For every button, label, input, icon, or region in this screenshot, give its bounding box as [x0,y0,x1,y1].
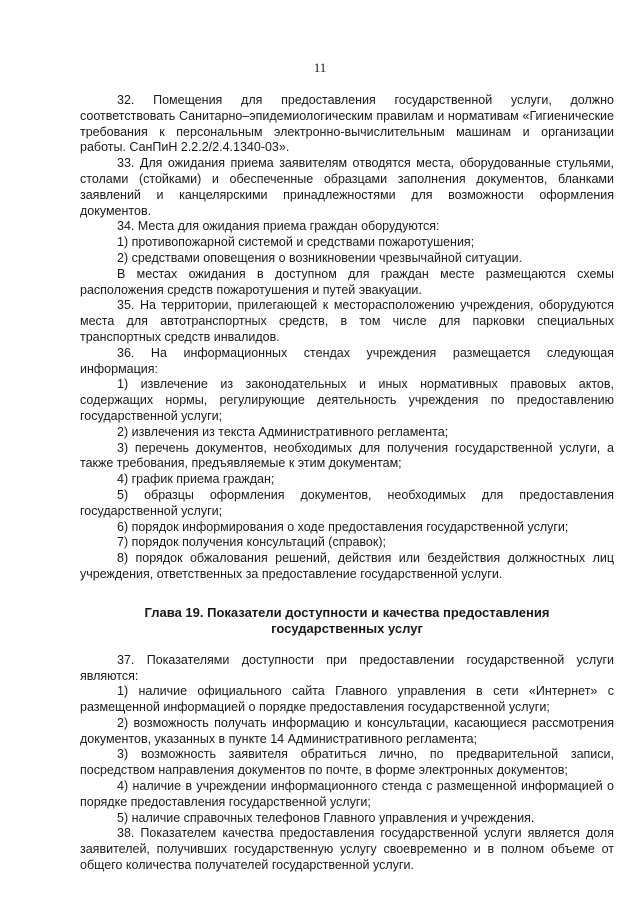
paragraph-34-item-2: 2) средствами оповещения о возникновении чрезвычайной ситуации. [117,250,523,265]
paragraph-32: 32. Помещения для предоставления государственной услуги, должно соответствовать Санитарно–эпидемиологическим правилам и нормативам «Гигиенические требования к персональным электронно-вычислительным машинам и организации работы. СанПиН 2.2.2/2.4.1340-03». [80,93,614,155]
document-body [80,93,614,874]
page-number: 11 [313,60,327,75]
paragraph-36-item-2: 2) извлечения из текста Административного регламента; [117,424,449,439]
paragraph-36-item-6: 6) порядок информирования о ходе предоставления государственной услуги; [117,519,569,534]
paragraph-36: 36. На информационных стендах учреждения размещается следующая информация: [80,345,614,376]
paragraph-33: 33. Для ожидания приема заявителям отводятся места, оборудованные стульями, столами (стойками) и обеспеченные образцами заполнения документов, бланками заявлений и канцелярскими принадлежностями для возможности оформления документов. [80,156,614,218]
paragraph-34-item-1: 1) противопожарной системой и средствами пожаротушения; [117,235,475,250]
paragraph-36-item-1: 1) извлечение из законодательных и иных нормативных правовых актов, содержащих нормы, регулирующие деятельность учреждения по предоставлению государственной услуги; [80,377,614,423]
paragraph-36-item-5: 5) образцы оформления документов, необходимых для предоставления государственной услуги; [80,487,614,518]
chapter-heading-line-1: Глава 19. Показатели доступности и качества предоставления [144,604,550,620]
paragraph-36-item-7: 7) порядок получения консультаций (справок); [117,535,386,550]
paragraph-36-item-8: 8) порядок обжалования решений, действия или бездействия должностных лиц учреждения, ответственных за предоставление государственной услуги. [80,551,614,581]
paragraph-36-item-4: 4) график приема граждан; [117,472,275,487]
paragraph-38: 38. Показателем качества предоставления государственной услуги является доля заявителей, получивших государственную услугу своевременно и в полном объеме от общего количества получателей государственной услуги. [80,826,614,873]
paragraph-37-item-3: 3) возможность заявителя обратиться лично, по предварительной записи, посредством направления документов по почте, в форме электронных документов; [80,747,614,778]
paragraph-35: 35. На территории, прилегающей к месторасположению учреждения, оборудуются места для автотранспортных средств, в том числе для парковки специальных транспортных средств инвалидов. [80,298,614,344]
paragraph-37: 37. Показателями доступности при предоставлении государственной услуги являются: [80,652,614,683]
paragraph-37-item-1: 1) наличие официального сайта Главного управления в сети «Интернет» с размещенной информацией о порядке предоставления государственной услуги; [80,684,614,715]
paragraph-36-item-3: 3) перечень документов, необходимых для получения государственной услуги, а также требования, предъявляемые к этим документам; [80,440,614,471]
paragraph-37-item-4: 4) наличие в учреждении информационного стенда с размещенной информацией о порядке предоставления государственной услуги; [80,779,614,809]
chapter-heading-line-2: государственных услуг [271,620,423,636]
paragraph-34: 34. Места для ожидания приема граждан оборудуются: [117,219,440,234]
paragraph-37-item-2: 2) возможность получать информацию и консультации, касающиеся рассмотрения документов, указанных в пункте 14 Административного регламента; [80,715,614,746]
paragraph-37-item-5: 5) наличие справочных телефонов Главного управления и учреждения. [117,810,535,825]
paragraph-34-note: В местах ожидания в доступном для граждан месте размещаются схемы расположения средств пожаротушения и путей эвакуации. [80,266,614,297]
